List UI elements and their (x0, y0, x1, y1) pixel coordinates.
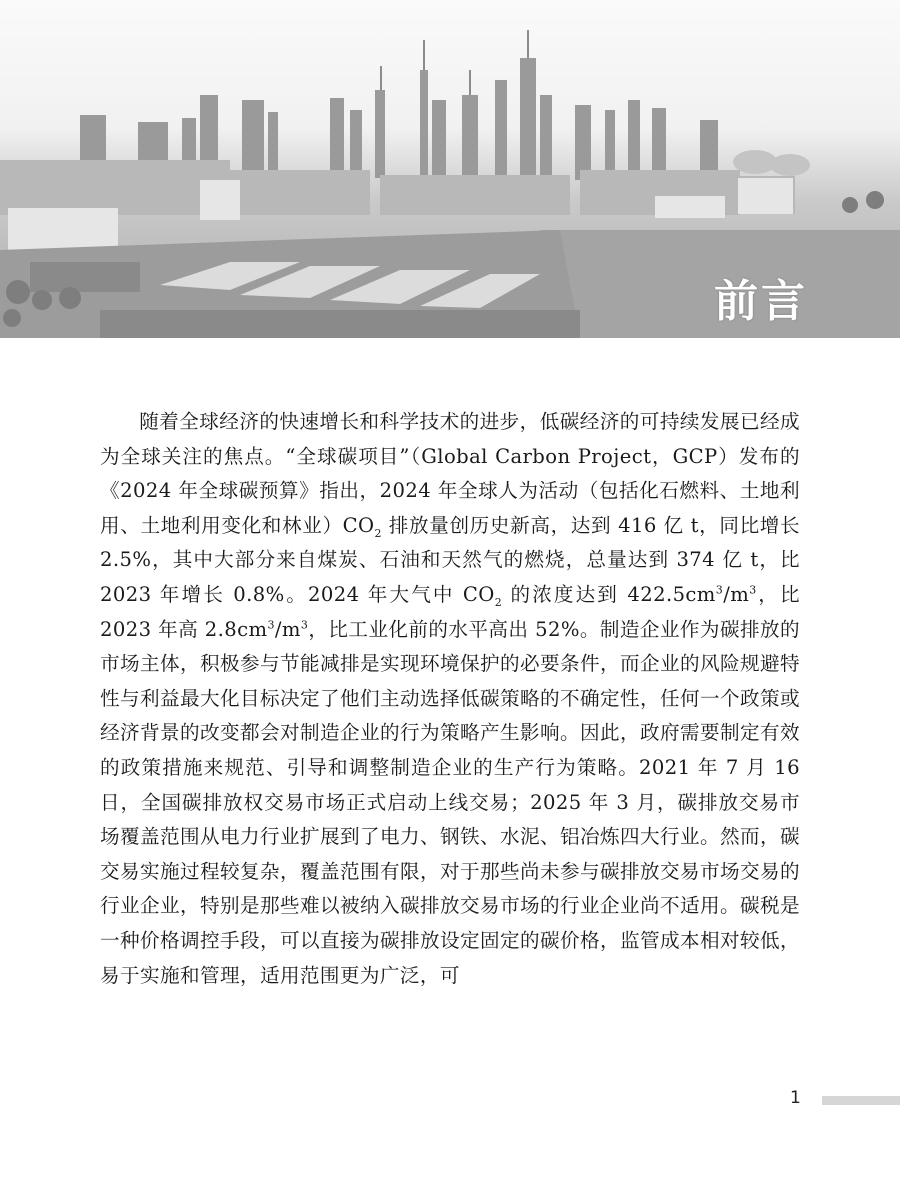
text-run: 排放量创历史新高，达到 416 亿 t，同比增长 2.5%，其中大部分来自煤炭、石油和天然气的燃烧，总量达到 374 亿 t，比 2023 年增长 0.8%。2024 年大气中 CO (100, 513, 801, 606)
superscript: 3 (300, 618, 309, 632)
body-paragraph (100, 405, 800, 993)
subscript: 2 (494, 595, 503, 609)
text-run: 随着全球经济的快速增长和科学技术的进步，低碳经济的可持续发展已经成为全球关注的焦点。“全球碳项目”（Global Carbon Project，GCP）发布的《2024 年全球碳预算》指出，2024 年全球人为活动（包括化石燃料、土地利用、土地利用变化和林业）CO (100, 410, 800, 537)
superscript: 3 (715, 583, 724, 597)
text-run: /m (723, 582, 750, 606)
header-banner (0, 0, 900, 338)
text-run: 的浓度达到 422.5cm (502, 582, 716, 606)
superscript: 3 (749, 583, 757, 597)
page-marker-bar (822, 1096, 900, 1105)
chapter-title: 前言 (714, 276, 808, 327)
page-number: 1 (790, 1088, 801, 1108)
subscript: 2 (374, 526, 382, 540)
text-run: ，比 2023 年高 2.8cm (100, 582, 800, 641)
superscript: 3 (267, 618, 275, 632)
text-run: /m (274, 617, 301, 641)
text-run: ，比工业化前的水平高出 52%。制造企业作为碳排放的市场主体，积极参与节能减排是实现环境保护的必要条件，而企业的风险规避特性与利益最大化目标决定了他们主动选择低碳策略的不确定性，任何一个政策或经济背景的改变都会对制造企业的行为策略产生影响。因此，政府需要制定有效的政策措施来规范、引导和调整制造企业的生产行为策略。2021 年 7 月 16 日，全国碳排放权交易市场正式启动上线交易；2025 年 3 月，碳排放交易市场覆盖范围从电力行业扩展到了电力、钢铁、水泥、铝冶炼四大行业。然而，碳交易实施过程较复杂，覆盖范围有限，对于那些尚未参与碳排放交易市场交易的行业企业，特别是那些难以被纳入碳排放交易市场的行业企业尚不适用。碳税是一种价格调控手段，可以直接为碳排放设定固定的碳价格，监管成本相对较低，易于实施和管理，适用范围更为广泛，可 (100, 617, 800, 987)
